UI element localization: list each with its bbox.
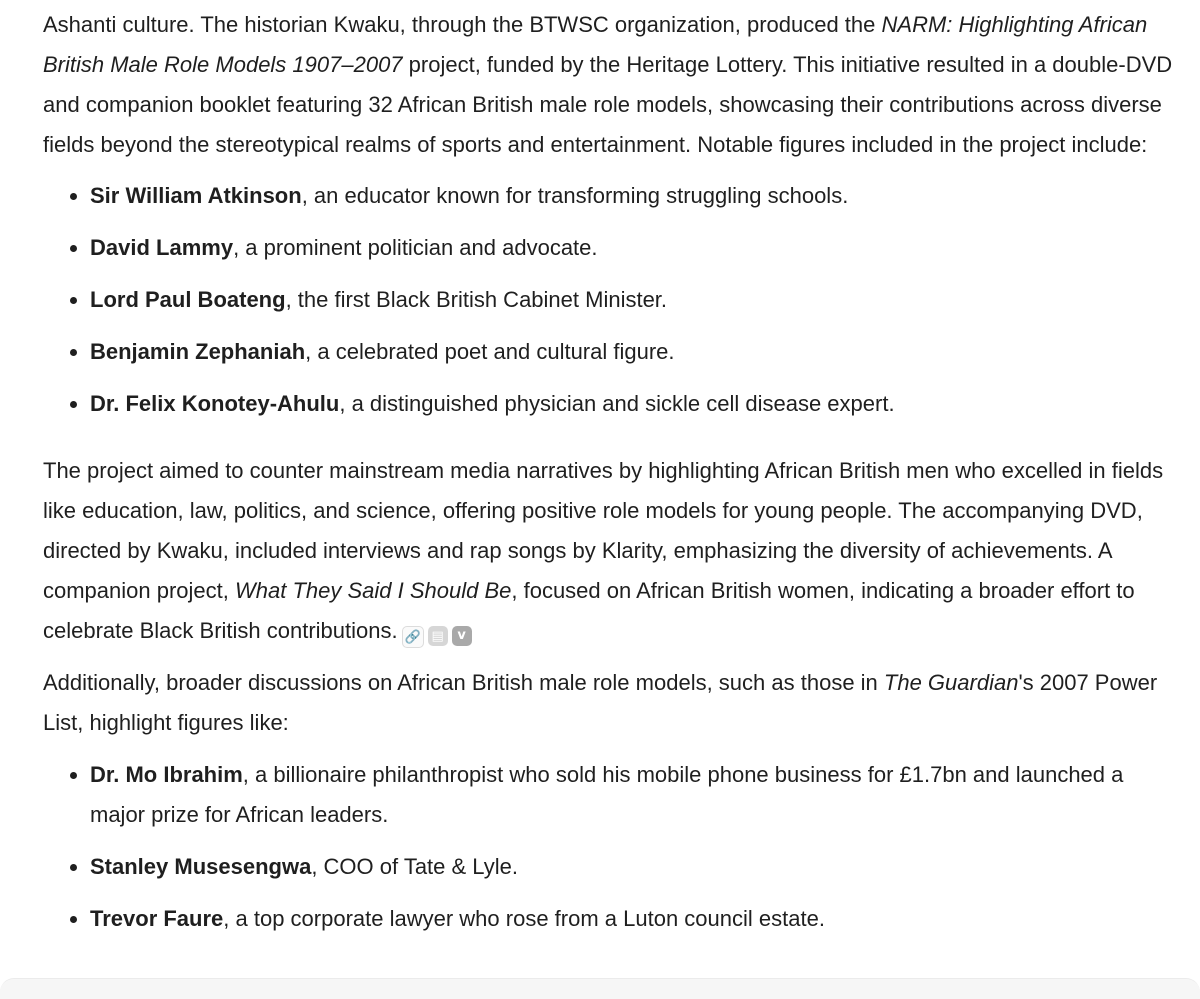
publication-title: The Guardian (883, 670, 1019, 695)
project-title: NARM: Highlighting African British Male Role Models 1907–2007 (43, 12, 1148, 77)
list-item: Lord Paul Boateng, the first Black British Cabinet Minister. (43, 280, 1173, 320)
power-list-figures (43, 755, 1173, 939)
paragraph-project-aims: The project aimed to counter mainstream media narratives by highlighting African British men who excelled in fields like education, law, politics, and science, offering positive role models for young people. The accompanying DVD, directed by Kwaku, included interviews and rap songs by Klarity, emphasizing the diversity of achievements. A companion project, What They Said I Should Be, focused on African British women, indicating a broader effort to celebrate Black British contributions. 🔗 ▤ v (43, 451, 1173, 651)
list-item: Dr. Mo Ibrahim, a billionaire philanthropist who sold his mobile phone business for £1.7bn and launched a major prize for African leaders. (43, 755, 1173, 835)
companion-project-title: What They Said I Should Be (235, 578, 512, 603)
paragraph-power-list: Additionally, broader discussions on African British male role models, such as those in The Guardian's 2007 Power List, highlight figures like: (43, 670, 1158, 735)
composer-bar-edge (0, 978, 1200, 999)
list-item: David Lammy, a prominent politician and advocate. (43, 228, 1173, 268)
link-icon[interactable]: 🔗 (402, 626, 424, 648)
response-content (43, 5, 1173, 951)
document-icon[interactable]: ▤ (428, 626, 448, 646)
list-item: Benjamin Zephaniah, a celebrated poet and cultural figure. (43, 332, 1173, 372)
list-item: Dr. Felix Konotey-Ahulu, a distinguished physician and sickle cell disease expert. (43, 384, 1173, 424)
role-models-list (43, 176, 1173, 424)
paragraph-intro: Ashanti culture. The historian Kwaku, through the BTWSC organization, produced the NARM: Highlighting African British Male Role Models 1907–2007 project, funded by the Heritage Lottery. This initiative resulted in a double-DVD and companion booklet featuring 32 African British male role models, showcasing their contributions across diverse fields beyond the stereotypical realms of sports and entertainment. Notable figures included in the project include: (43, 12, 1173, 157)
vimeo-icon[interactable]: v (452, 626, 472, 646)
citation-icons (402, 626, 472, 648)
list-item: Trevor Faure, a top corporate lawyer who rose from a Luton council estate. (43, 899, 1173, 939)
list-item: Stanley Musesengwa, COO of Tate & Lyle. (43, 847, 1173, 887)
list-item: Sir William Atkinson, an educator known for transforming struggling schools. (43, 176, 1173, 216)
